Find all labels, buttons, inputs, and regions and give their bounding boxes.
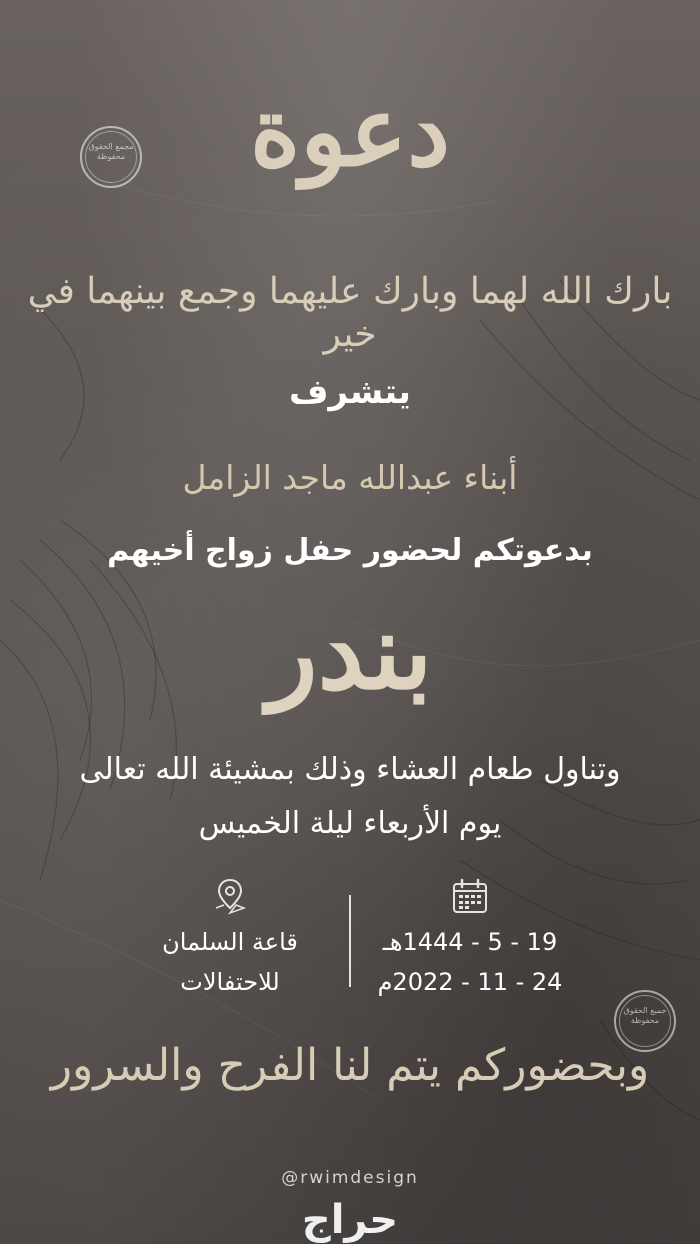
host-family-name: أبناء عبدالله ماجد الزامل [182, 458, 518, 497]
venue-column [120, 876, 340, 1002]
gregorian-date: 24 - 11 - 2022م [377, 968, 563, 996]
honored-heading: يتشرف [289, 372, 411, 412]
day-line: يوم الأربعاء ليلة الخميس [198, 806, 502, 841]
venue-subtitle: للاحتفالات [180, 968, 280, 996]
hijri-date: 19 - 5 - 1444هـ [382, 928, 558, 956]
haraj-watermark: حراج [301, 1197, 399, 1243]
invitation-line: بدعوتكم لحضور حفل زواج أخيهم [107, 533, 593, 568]
closing-calligraphy: وبحضوركم يتم لنا الفرح والسرور [50, 1040, 650, 1091]
stamp-text: مجمع الحقوق محفوظة [88, 142, 134, 161]
dinner-line: وتناول طعام العشاء وذلك بمشيئة الله تعالى [79, 752, 621, 787]
date-column [360, 876, 580, 1002]
blessing-calligraphy: بارك الله لهما وبارك عليهما وجمع بينهما في خير [27, 271, 673, 356]
stamp-text: جميع الحقوق محفوظة [623, 1006, 667, 1025]
designer-handle: @rwimdesign [281, 1168, 419, 1188]
groom-name: بندر [267, 590, 433, 713]
calendar-icon [450, 876, 490, 916]
invitation-title: دعوة [250, 75, 450, 188]
column-divider [349, 895, 351, 987]
venue-name: قاعة السلمان [162, 928, 298, 956]
location-pin-icon [210, 876, 250, 916]
